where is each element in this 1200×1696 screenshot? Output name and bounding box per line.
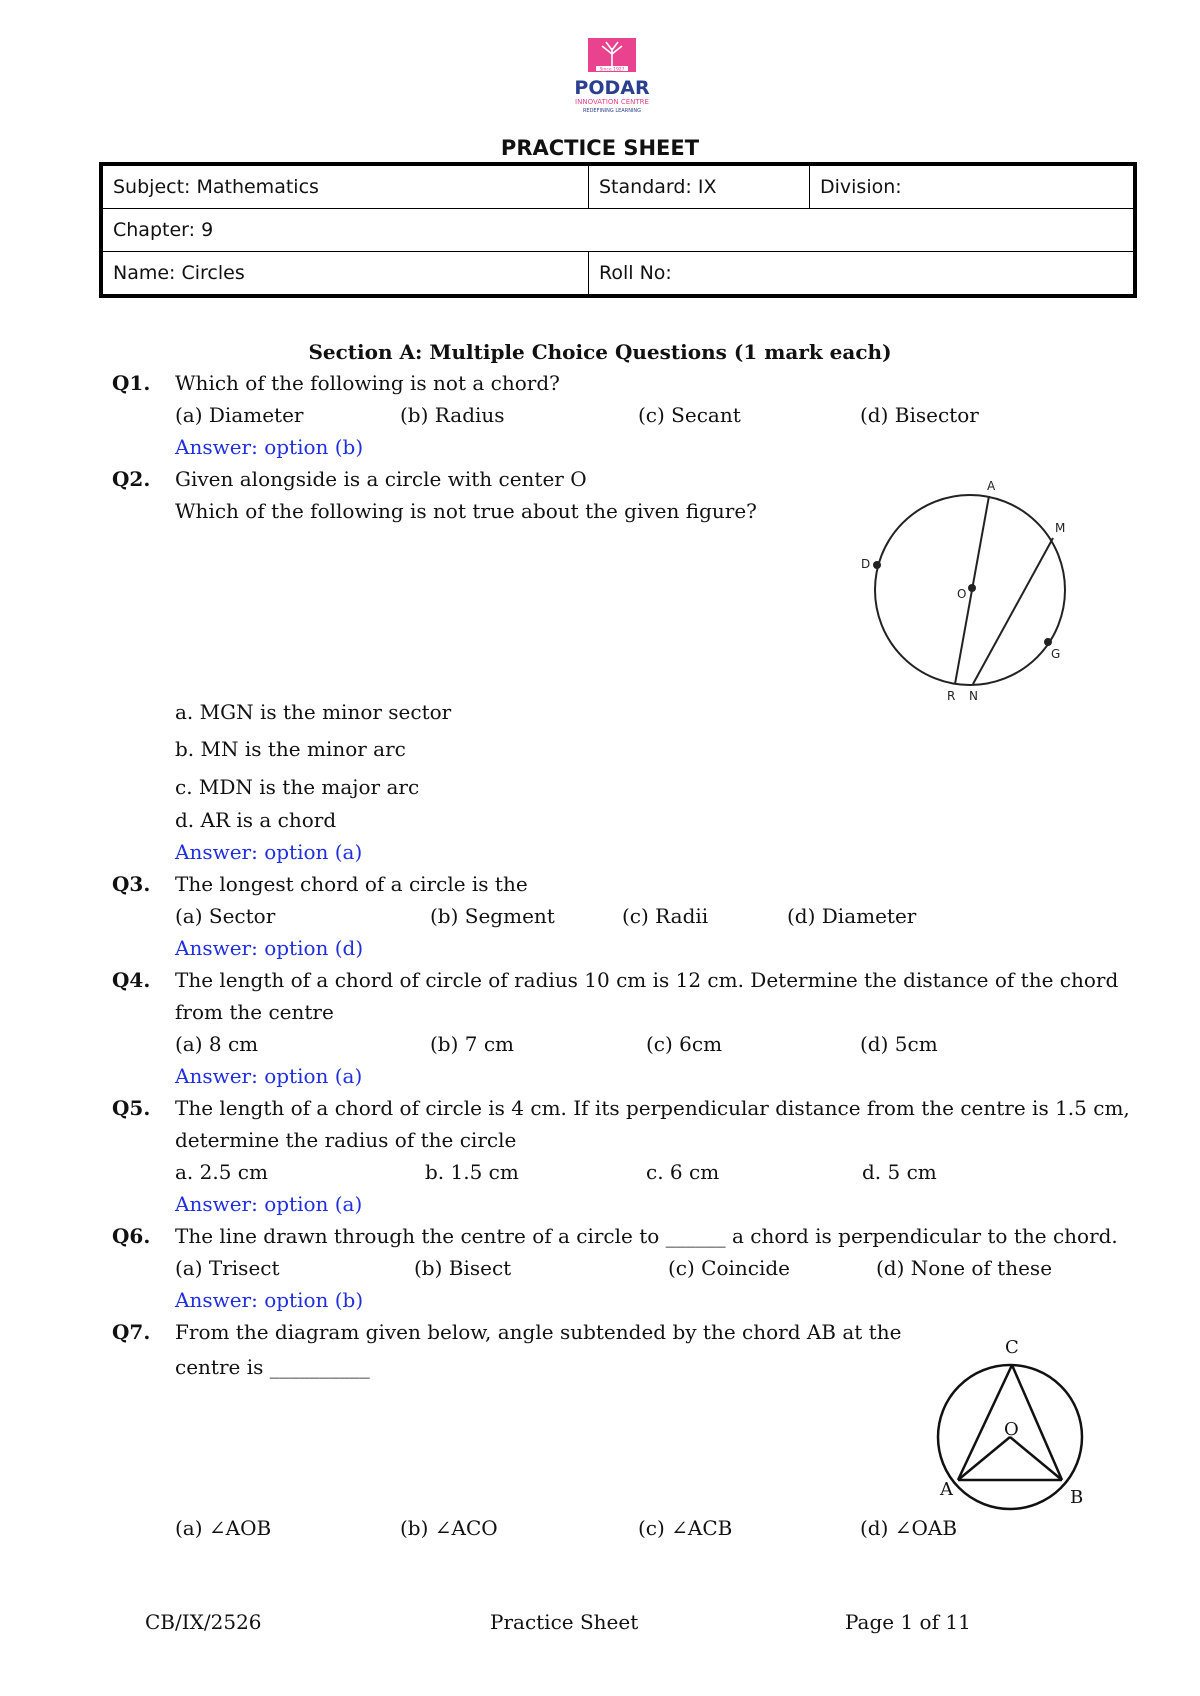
question-number: Q1. [112,371,151,395]
option: (d) Diameter [787,904,917,928]
option: d. 5 cm [862,1160,937,1184]
option: (b) Radius [400,403,505,427]
label-n: N [969,689,978,703]
option: (c) Coincide [668,1256,791,1280]
label-d: D [861,557,871,571]
question-text: The line drawn through the centre of a circle to ______ a chord is perpendicular to the chord. [175,1224,1118,1248]
answer: Answer: option (a) [175,1064,363,1088]
label-a: A [940,1479,953,1500]
option: (b) ∠ACO [400,1516,498,1540]
option: c. 6 cm [646,1160,720,1184]
footer-code: CB/IX/2526 [145,1610,262,1634]
option: b. 1.5 cm [425,1160,519,1184]
answer: Answer: option (d) [175,936,364,960]
label-a: A [987,479,996,493]
label-b: B [1070,1487,1084,1508]
question-text: The length of a chord of circle of radius 10 cm is 12 cm. Determine the distance of the chord [175,968,1119,992]
header-info-table [99,162,1137,298]
label-g: G [1051,647,1061,661]
label-o: O [957,587,967,601]
question-text-2: determine the radius of the circle [175,1128,517,1152]
question-text-2: from the centre [175,1000,334,1024]
option: (c) 6cm [646,1032,723,1056]
option: (d) 5cm [860,1032,938,1056]
option: (b) 7 cm [430,1032,515,1056]
option: (b) Bisect [414,1256,512,1280]
option: a. MGN is the minor sector [175,700,452,724]
logo-brand: PODAR [574,77,650,99]
logo-sub1: INNOVATION CENTRE [575,98,649,106]
section-title: Section A: Multiple Choice Questions (1 mark each) [308,340,892,364]
question-text-2: centre is __________ [175,1355,370,1379]
question-number: Q6. [112,1224,151,1248]
option: (b) Segment [430,904,555,928]
chapter-cell: Chapter: 9 [101,209,1135,252]
division-cell: Division: [810,164,1136,209]
question-text: The length of a chord of circle is 4 cm. If its perpendicular distance from the centre is 1.5 cm, [175,1096,1130,1120]
option: b. MN is the minor arc [175,737,406,761]
option: c. MDN is the major arc [175,775,420,799]
option: (c) Secant [638,403,741,427]
circle-figure-q7 [920,1335,1100,1515]
answer: Answer: option (b) [175,435,364,459]
option: (a) Diameter [175,403,304,427]
label-r: R [947,689,956,703]
logo-sub2: REDEFINING LEARNING [582,108,642,114]
option: (d) None of these [876,1256,1053,1280]
answer: Answer: option (b) [175,1288,364,1312]
answer: Answer: option (a) [175,840,363,864]
name-cell: Name: Circles [101,252,589,297]
option: (a) Sector [175,904,276,928]
circle-figure-q2 [855,478,1085,708]
standard-cell: Standard: IX [589,164,810,209]
footer-title: Practice Sheet [490,1610,639,1634]
question-number: Q2. [112,467,151,491]
option: d. AR is a chord [175,808,337,832]
subject-cell: Subject: Mathematics [101,164,589,209]
question-number: Q3. [112,872,151,896]
question-number: Q5. [112,1096,151,1120]
answer: Answer: option (a) [175,1192,363,1216]
option: (c) ∠ACB [638,1516,733,1540]
question-text-2: Which of the following is not true about the given figure? [175,499,757,523]
option: (c) Radii [622,904,709,928]
option: (a) Trisect [175,1256,280,1280]
option: (d) Bisector [860,403,979,427]
question-number: Q7. [112,1320,151,1344]
option: (a) 8 cm [175,1032,259,1056]
question-text: From the diagram given below, angle subtended by the chord AB at the [175,1320,902,1344]
page-title: PRACTICE SHEET [500,136,700,160]
label-m: M [1055,521,1066,535]
question-text: The longest chord of a circle is the [175,872,528,896]
question-number: Q4. [112,968,151,992]
option: (a) ∠AOB [175,1516,272,1540]
label-o: O [1004,1419,1019,1440]
roll-cell: Roll No: [589,252,1136,297]
footer-page: Page 1 of 11 [845,1610,971,1634]
logo-badge: Since 1927 [599,67,625,73]
option: a. 2.5 cm [175,1160,268,1184]
question-text: Given alongside is a circle with center O [175,467,587,491]
question-text: Which of the following is not a chord? [175,371,560,395]
label-c: C [1005,1337,1019,1358]
school-logo [560,36,664,128]
option: (d) ∠OAB [860,1516,958,1540]
